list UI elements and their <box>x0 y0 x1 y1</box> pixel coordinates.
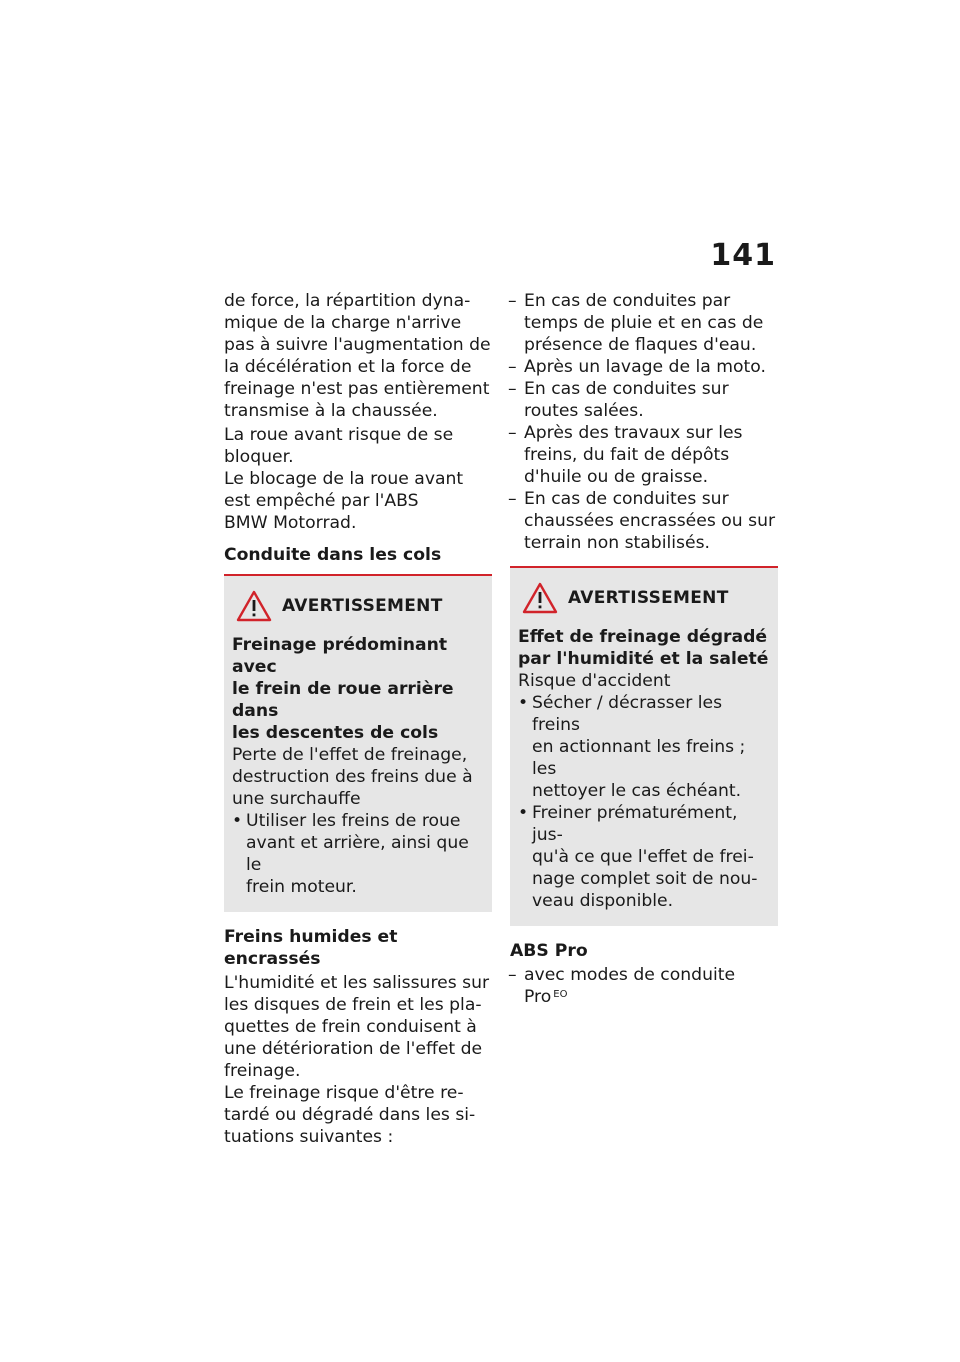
bullet-marker: • <box>518 693 529 713</box>
humidity-paragraph <box>224 972 492 1082</box>
text-line: transmise à la chaussée. <box>224 401 438 421</box>
warning-bullets <box>518 692 772 912</box>
text-line: Risque d'accident <box>518 671 671 691</box>
warning-triangle-icon <box>236 590 272 622</box>
text-line: tardé ou dégradé dans les si- <box>224 1105 476 1125</box>
warning-header <box>518 582 772 614</box>
section-heading-cols: Conduite dans les cols <box>224 545 442 565</box>
text-line: En cas de conduites sur <box>524 489 729 509</box>
text-line: routes salées. <box>524 401 644 421</box>
text-line: avec modes de conduite <box>524 965 736 985</box>
warning-box-cols <box>224 576 492 912</box>
warning-title: AVERTISSEMENT <box>282 596 443 616</box>
text-line: une surchauffe <box>232 789 361 809</box>
text-line: La roue avant risque de se <box>224 425 454 445</box>
dash-marker: – <box>508 965 517 985</box>
text-line: frein moteur. <box>246 877 357 897</box>
warning-consequence <box>518 670 772 692</box>
text-line: En cas de conduites sur <box>524 379 729 399</box>
text-line: nage complet soit de nou- <box>532 869 758 889</box>
section-heading-abs-pro: ABS Pro <box>510 941 588 961</box>
dash-marker: – <box>508 423 517 443</box>
page-number: 141 <box>710 238 776 273</box>
situations-paragraph <box>224 1082 492 1148</box>
text-line: freinage. <box>224 1061 301 1081</box>
text-line: L'humidité et les salissures sur <box>224 973 490 993</box>
list-item <box>232 810 486 898</box>
text-line: présence de flaques d'eau. <box>524 335 757 355</box>
list-item <box>510 378 778 422</box>
text-line: quettes de frein conduisent à <box>224 1017 477 1037</box>
warning-bullets <box>232 810 486 898</box>
text-line: Utiliser les freins de roue <box>246 811 461 831</box>
dash-marker: – <box>508 489 517 509</box>
text-line: Après un lavage de la moto. <box>524 357 766 377</box>
text-line: Perte de l'effet de freinage, <box>232 745 468 765</box>
warning-hazard <box>518 626 772 670</box>
warning-hazard <box>232 634 486 744</box>
text-line: Effet de freinage dégradé <box>518 627 768 647</box>
text-line: bloquer. <box>224 447 294 467</box>
text-line: tuations suivantes : <box>224 1127 394 1147</box>
text-line: en actionnant les freins ; les <box>532 737 746 779</box>
equipment-code: EO <box>553 989 568 1000</box>
text-line: Le freinage risque d'être re- <box>224 1083 464 1103</box>
text-line: par l'humidité et la saleté <box>518 649 769 669</box>
text-line: veau disponible. <box>532 891 674 911</box>
text-line: Le blocage de la roue avant <box>224 469 464 489</box>
text-line: BMW Motorrad. <box>224 513 357 533</box>
dash-marker: – <box>508 357 517 377</box>
warning-title: AVERTISSEMENT <box>568 588 729 608</box>
bullet-marker: • <box>232 811 243 831</box>
text-line: Pro <box>524 987 552 1007</box>
text-line: temps de pluie et en cas de <box>524 313 764 333</box>
situations-list <box>510 290 778 554</box>
list-item <box>510 964 778 1008</box>
left-column <box>224 290 492 1148</box>
front-wheel-paragraph <box>224 424 492 468</box>
text-line: chaussées encrassées ou sur <box>524 511 776 531</box>
text-line: Sécher / décrasser les freins <box>532 693 723 735</box>
text-line: de force, la répartition dyna- <box>224 291 471 311</box>
list-item <box>510 290 778 356</box>
list-item <box>518 802 772 912</box>
list-item <box>510 422 778 488</box>
text-line: Après des travaux sur les <box>524 423 743 443</box>
text-line: Freinage prédominant avec <box>232 635 448 677</box>
text-line: mique de la charge n'arrive <box>224 313 462 333</box>
text-line: nettoyer le cas échéant. <box>532 781 742 801</box>
dash-marker: – <box>508 291 517 311</box>
dash-marker: – <box>508 379 517 399</box>
intro-paragraph <box>224 290 492 422</box>
right-column <box>510 290 778 1008</box>
warning-header <box>232 590 486 622</box>
text-line: freinage n'est pas entièrement <box>224 379 490 399</box>
text-line: terrain non stabilisés. <box>524 533 710 553</box>
text-line: Freiner prématurément, jus- <box>532 803 738 845</box>
warning-box-humidity <box>510 568 778 926</box>
list-item <box>518 692 772 802</box>
warning-triangle-icon <box>522 582 558 614</box>
list-item <box>510 356 778 378</box>
abs-pro-list <box>510 964 778 1008</box>
text-line: En cas de conduites par <box>524 291 731 311</box>
warning-consequence <box>232 744 486 810</box>
section-heading-wet-brakes: Freins humides et encrassés <box>224 927 398 969</box>
text-line: freins, du fait de dépôts <box>524 445 730 465</box>
text-line: la décélération et la force de <box>224 357 472 377</box>
text-line: une détérioration de l'effet de <box>224 1039 483 1059</box>
text-line: le frein de roue arrière dans <box>232 679 454 721</box>
text-line: est empêché par l'ABS <box>224 491 419 511</box>
bullet-marker: • <box>518 803 529 823</box>
list-item <box>510 488 778 554</box>
text-line: les descentes de cols <box>232 723 439 743</box>
abs-paragraph <box>224 468 492 534</box>
text-line: avant et arrière, ainsi que le <box>246 833 469 875</box>
text-line: les disques de frein et les pla- <box>224 995 482 1015</box>
text-line: qu'à ce que l'effet de frei- <box>532 847 754 867</box>
text-line: d'huile ou de graisse. <box>524 467 709 487</box>
text-line: destruction des freins due à <box>232 767 473 787</box>
text-line: pas à suivre l'augmentation de <box>224 335 491 355</box>
